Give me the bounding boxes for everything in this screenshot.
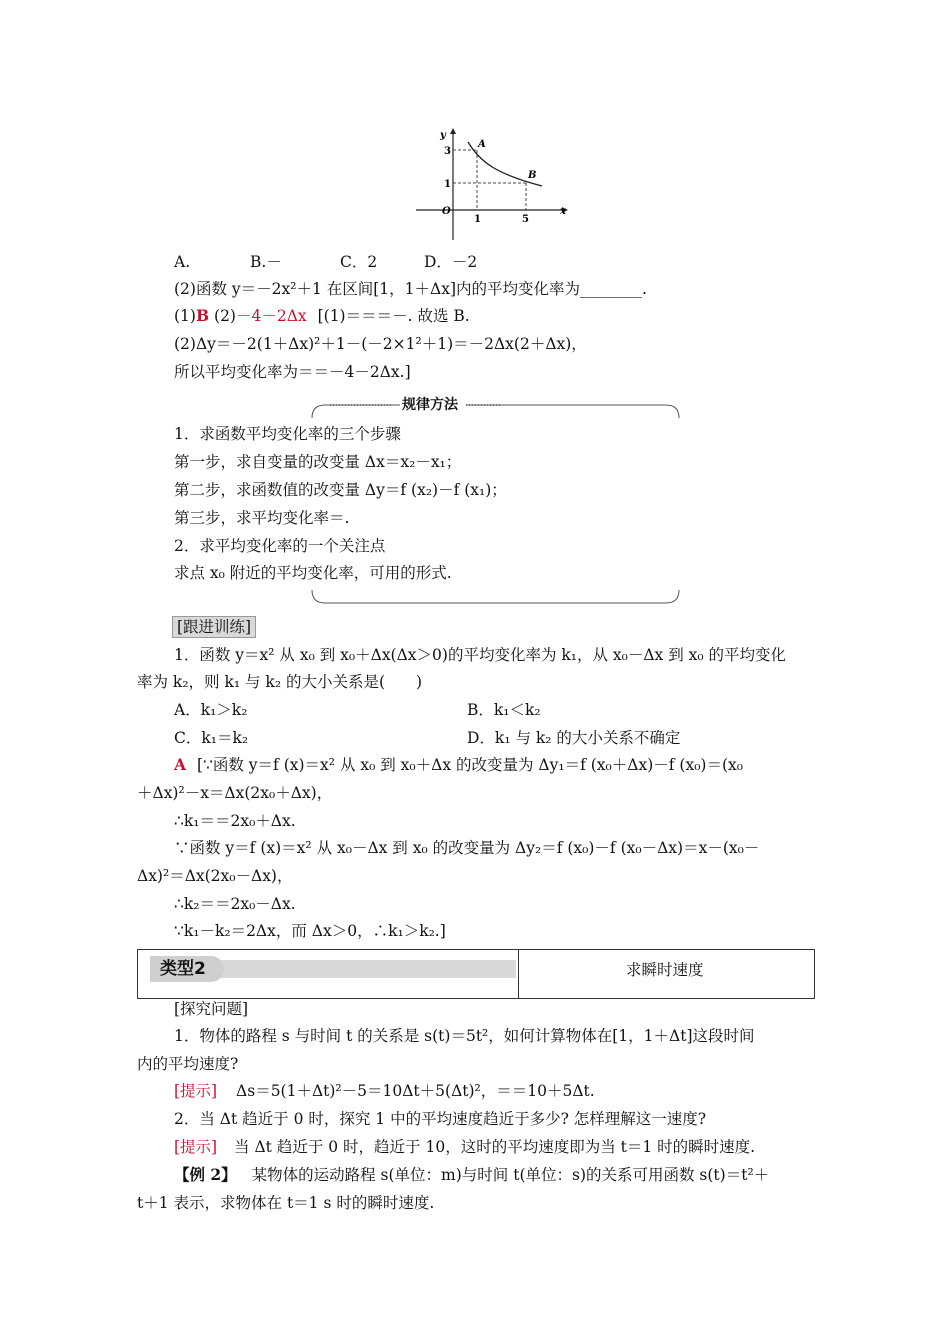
training-solution-line-5: Δx)²＝Δx(2x₀－Δx)， [137, 867, 293, 885]
training-label: [跟进训练] [172, 616, 256, 638]
method-line-5: 2．求平均变化率的一个关注点 [174, 537, 386, 555]
x-axis-label: x [560, 206, 566, 217]
training-solution-line-7: ∵k₁－k₂＝2Δx，而 Δx＞0，∴k₁＞k₂.] [174, 922, 446, 940]
answer-prefix: (1) [174, 307, 196, 325]
y-tick-3: 3 [444, 146, 451, 157]
training-solution-text-1: [∵函数 y＝f (x)＝x² 从 x₀ 到 x₀＋Δx 的改变量为 Δy₁＝f (x₀＋Δx)－f (x₀)＝(x₀ [196, 756, 743, 774]
q2-text: (2)函数 y＝－2x²＋1 在区间[1，1＋Δx]内的平均变化率为________. [174, 280, 647, 298]
answer-b: B [195, 306, 210, 325]
explore-q2: 2．当 Δt 趋近于 0 时，探究 1 中的平均速度趋近于多少? 怎样理解这一速度? [174, 1110, 707, 1128]
answer-line-2: (2)Δy＝－2(1＋Δx)²＋1－(－2×1²＋1)＝－2Δx(2＋Δx)， [174, 335, 587, 353]
example-line-1 [174, 1165, 769, 1185]
answer-mid: (2) [214, 307, 236, 325]
training-option-c: C．k₁＝k₂ [174, 729, 249, 747]
origin-label: O [442, 206, 451, 217]
hint-text-1: Δs＝5(1＋Δt)²－5＝10Δt＋5(Δt)²，＝＝10＋5Δt. [236, 1082, 595, 1100]
training-q-line-2: 率为 k₂，则 k₁ 与 k₂ 的大小关系是( ) [137, 673, 423, 691]
type2-title: 求瞬时速度 [626, 961, 704, 979]
method-line-4: 第三步，求平均变化率＝. [174, 509, 350, 527]
hint-text-2: 当 Δt 趋近于 0 时，趋近于 10，这时的平均速度即为当 t＝1 时的瞬时速度. [234, 1138, 756, 1156]
training-solution-line-1 [174, 755, 743, 775]
training-q-line-1: 1．函数 y＝x² 从 x₀ 到 x₀＋Δx(Δx＞0)的平均变化率为 k₁，从 x₀－Δx 到 x₀ 的平均变化 [174, 646, 787, 664]
example-text-1: 某物体的运动路程 s(单位：m)与时间 t(单位：s)的关系可用函数 s(t)＝t²＋ [251, 1166, 770, 1184]
training-solution-line-6: ∴k₂＝＝2x₀－Δx. [174, 895, 296, 913]
x-tick-1: 1 [474, 214, 481, 225]
hint-label-2: [提示] [174, 1138, 218, 1156]
y-tick-1: 1 [444, 179, 451, 190]
explore-hint-2 [174, 1137, 755, 1157]
explore-q1-line-1: 1．物体的路程 s 与时间 t 的关系是 s(t)＝5t²，如何计算物体在[1，1＋Δt]这段时间 [174, 1027, 755, 1045]
method-title: 规律方法 [402, 397, 458, 413]
training-answer-letter: A [174, 755, 187, 774]
x-tick-5: 5 [522, 214, 529, 225]
y-axis-label: y [440, 130, 446, 141]
method-frame [0, 0, 950, 620]
method-line-1: 1．求函数平均变化率的三个步骤 [174, 425, 401, 443]
answer-value: －4－2Δx [235, 307, 307, 325]
example-line-2: t＋1 表示，求物体在 t＝1 s 时的瞬时速度. [137, 1194, 435, 1212]
q1-option-b: B.－ [250, 253, 282, 271]
explore-hint-1 [174, 1081, 595, 1101]
q1-option-a: A. [174, 253, 191, 271]
answer-line-3: 所以平均变化率为＝＝－4－2Δx.] [174, 363, 411, 381]
point-b-label: B [528, 170, 537, 181]
answer-rest: [(1)＝＝＝－. 故选 B. [317, 307, 470, 325]
example-label: 【例 2】 [174, 1165, 237, 1184]
training-option-a: A．k₁＞k₂ [174, 701, 248, 719]
type2-divider [518, 949, 519, 998]
explore-q1-line-2: 内的平均速度? [137, 1055, 239, 1073]
training-option-d: D．k₁ 与 k₂ 的大小关系不确定 [467, 729, 681, 747]
point-a-label: A [478, 139, 486, 150]
q1-option-d: D．－2 [424, 253, 478, 271]
training-solution-line-3: ∴k₁＝＝2x₀＋Δx. [174, 812, 296, 830]
method-line-6: 求点 x₀ 附近的平均变化率，可用的形式. [174, 564, 452, 582]
method-line-2: 第一步，求自变量的改变量 Δx＝x₂－x₁； [174, 453, 462, 471]
method-line-3: 第二步，求函数值的改变量 Δy＝f (x₂)－f (x₁)； [174, 481, 507, 499]
training-solution-line-2: ＋Δx)²－x＝Δx(2x₀＋Δx)， [137, 784, 333, 802]
hint-label-1: [提示] [174, 1082, 218, 1100]
type2-tag: 类型2 [150, 956, 224, 982]
q1-option-c: C．2 [340, 253, 378, 271]
training-solution-line-4: ∵函数 y＝f (x)＝x² 从 x₀－Δx 到 x₀ 的改变量为 Δy₂＝f (x₀)－f (x₀－Δx)＝x－(x₀－ [174, 839, 760, 857]
explore-label: [探究问题] [174, 1000, 249, 1018]
training-option-b: B．k₁＜k₂ [467, 701, 541, 719]
